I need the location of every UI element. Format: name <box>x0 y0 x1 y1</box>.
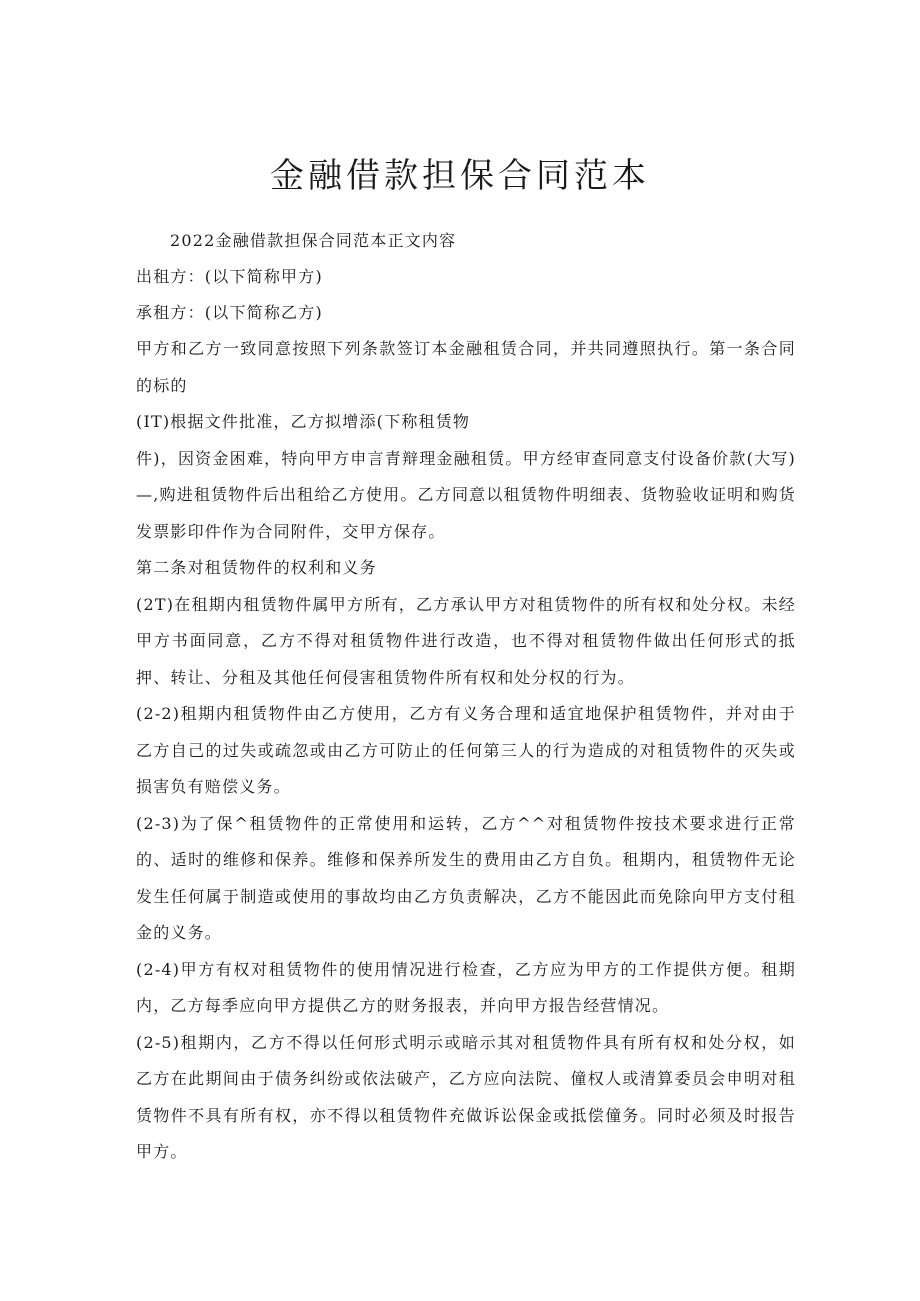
document-body <box>136 225 796 1171</box>
clause-2-4-paragraph: (2-4)甲方有权对租赁物件的使用情况进行检查，乙方应为甲方的工作提供方便。租期内，乙方每季应向甲方提供乙方的财务报表，并向甲方报告经营情况。 <box>136 959 796 1015</box>
clause-2-1-paragraph: (2T)在租期内租赁物件属甲方所有，乙方承认甲方对租赁物件的所有权和处分权。未经甲方书面同意，乙方不得对租赁物件进行改造，也不得对租赁物件做出任何形式的抵押、转让、分租及其他任何侵害租赁物件所有权和处分权的行为。 <box>136 594 796 687</box>
clause-2-3-paragraph: (2-3)为了保^租赁物件的正常使用和运转，乙方^^对租赁物件按技术要求进行正常的、适时的维修和保养。维修和保养所发生的费用由乙方自负。租期内，租赁物件无论发生任何属于制造或使用的事故均由乙方负责解决，乙方不能因此而免除向甲方支付租金的义务。 <box>136 813 796 942</box>
clause-2-2-paragraph: (2-2)租期内租赁物件由乙方使用，乙方有义务合理和适宜地保护租赁物件，并对由于乙方自己的过失或疏忽或由乙方可防止的任何第三人的行为造成的对租赁物件的灭失或损害负有赔偿义务。 <box>136 704 796 796</box>
clause-1-1-paragraph: 件)，因资金困难，特向甲方申言青辩理金融租赁。甲方经审查同意支付设备价款(大写)—,购进租赁物件后出租给乙方使用。乙方同意以租赁物件明细表、货物验收证明和购货发票影印件作为合同附件，交甲方保存。 <box>136 448 796 541</box>
lessor-line: 出租方：(以下简称甲方) <box>136 267 323 286</box>
lessee-line: 承租方：(以下简称乙方) <box>136 303 323 322</box>
clause-2-5-paragraph: (2-5)租期内，乙方不得以任何形式明示或暗示其对租赁物件具有所有权和处分权，如乙方在此期间由于债务纠纷或依法破产，乙方应向法院、僮权人或清算委员会申明对租赁物件不具有所有权，亦不得以租赁物件充做诉讼保金或抵偿僮务。同时必须及时报告甲方。 <box>136 1032 796 1161</box>
document-title: 金融借款担保合同范本 <box>270 156 650 196</box>
clause-1-1-heading: (IT)根据文件批准，乙方拟增添(下称租赁物 <box>136 412 471 431</box>
article-2-heading: 第二条对租赁物件的权利和义务 <box>136 558 377 577</box>
intro-line: 2022金融借款担保合同范本正文内容 <box>170 231 457 250</box>
preamble-paragraph: 甲方和乙方一致同意按照下列条款签订本金融租赁合同，并共同遵照执行。第一条合同的标的 <box>136 339 796 395</box>
